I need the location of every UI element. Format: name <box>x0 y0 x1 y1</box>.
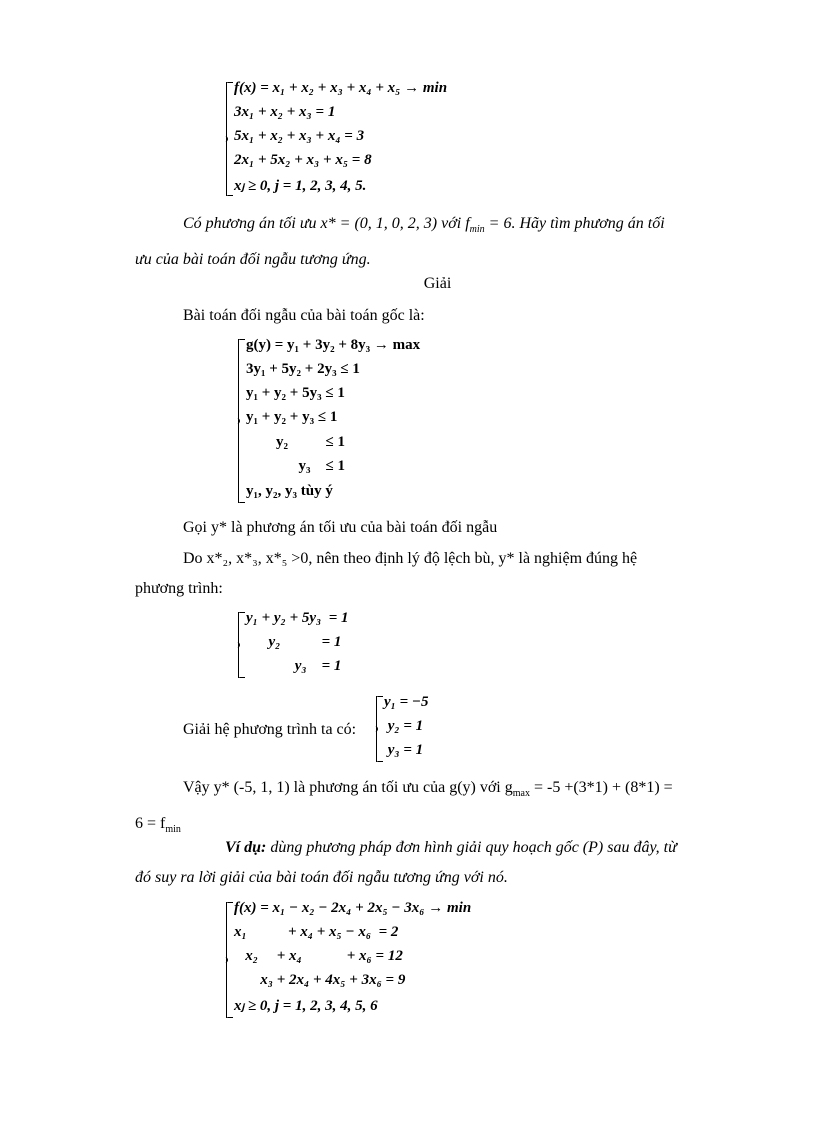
system-row: y₁ = −5 <box>384 694 429 710</box>
section-heading: Giải <box>423 275 452 292</box>
system-row: y₃ = 1 <box>246 658 342 674</box>
dual-system <box>238 337 498 507</box>
subscript: max <box>512 788 530 800</box>
system-row: y₃ ≤ 1 <box>246 458 345 474</box>
paragraph-line <box>135 212 740 242</box>
paragraph-solve: Giải hệ phương trình ta có: <box>183 721 357 738</box>
paragraph-line: ưu của bài toán đối ngẫu tương ứng. <box>135 251 371 269</box>
primal-system <box>226 900 526 1022</box>
solution-system <box>376 694 466 766</box>
system-row: f(x) = x₁ − x₂ − 2x₄ + 2x₅ − 3x₆ → min <box>234 900 472 916</box>
paragraph-complementary <box>135 547 740 601</box>
system-row: g(y) = y₁ + 3y₂ + 8y₃ → max <box>246 337 421 353</box>
system-row: xⱼ ≥ 0, j = 1, 2, 3, 4, 5. <box>234 178 367 194</box>
paragraph-problem <box>135 212 740 272</box>
system-row: y₁ + y₂ + y₃ ≤ 1 <box>246 409 338 425</box>
system-row: 2x₁ + 5x₂ + x₃ + x₅ = 8 <box>234 152 372 168</box>
text: 6 = f <box>135 815 166 833</box>
system-row: 3x₁ + x₂ + x₃ = 1 <box>234 104 336 120</box>
paragraph-example <box>135 836 740 890</box>
equation-system-3 <box>238 610 438 682</box>
text: Vậy y* (-5, 1, 1) là phương án tối ưu của g(y) với g <box>183 779 513 796</box>
paragraph-let-y: Gọi y* là phương án tối ưu của bài toán đối ngẫu <box>183 519 498 536</box>
system-row: y₁, y₂, y₃ tùy ý <box>246 483 333 499</box>
system-row: y₃ = 1 <box>384 742 424 758</box>
paragraph-line: đó suy ra lời giải của bài toán đối ngẫu tương ứng với nó. <box>135 869 508 886</box>
system-row: y₂ ≤ 1 <box>246 434 345 450</box>
system-row: y₂ = 1 <box>384 718 424 734</box>
paragraph-conclusion <box>135 776 740 842</box>
paragraph-line <box>135 836 740 860</box>
system-row: y₁ + y₂ + 5y₃ ≤ 1 <box>246 385 345 401</box>
subscript: min <box>165 824 181 836</box>
system-row: x₃ + 2x₄ + 4x₅ + 3x₆ = 9 <box>234 972 406 988</box>
text: Có phương án tối ưu x* = (0, 1, 0, 2, 3) với f <box>183 215 470 232</box>
system-row: 3y₁ + 5y₂ + 2y₃ ≤ 1 <box>246 361 360 377</box>
text: = 6. Hãy tìm phương án tối <box>484 215 665 232</box>
system-row: x₁ + x₄ + x₅ − x₆ = 2 <box>234 924 399 940</box>
system-row: xⱼ ≥ 0, j = 1, 2, 3, 4, 5, 6 <box>234 998 378 1014</box>
system-row: y₁ + y₂ + 5y₃ = 1 <box>246 610 349 626</box>
subscript: min <box>469 224 485 236</box>
text: = -5 +(3*1) + (8*1) = <box>529 779 673 796</box>
system-row: 5x₁ + x₂ + x₃ + x₄ = 3 <box>234 128 365 144</box>
text: dùng phương pháp đơn hình giải quy hoạch gốc (P) sau đây, từ <box>266 839 677 856</box>
objective-system-1 <box>226 80 526 200</box>
system-row: f(x) = x₁ + x₂ + x₃ + x₄ + x₅ → min <box>234 80 448 96</box>
paragraph-line: Do x*₂, x*₃, x*₅ >0, nên theo định lý độ lệch bù, y* là nghiệm đúng hệ <box>183 550 638 567</box>
paragraph-dual-intro: Bài toán đối ngẫu của bài toán gốc là: <box>183 307 425 324</box>
paragraph-line <box>135 776 740 806</box>
system-row: x₂ + x₄ + x₆ = 12 <box>234 948 403 964</box>
example-label: Ví dụ: <box>225 839 267 856</box>
paragraph-line: phương trình: <box>135 580 223 597</box>
system-row: y₂ = 1 <box>246 634 342 650</box>
